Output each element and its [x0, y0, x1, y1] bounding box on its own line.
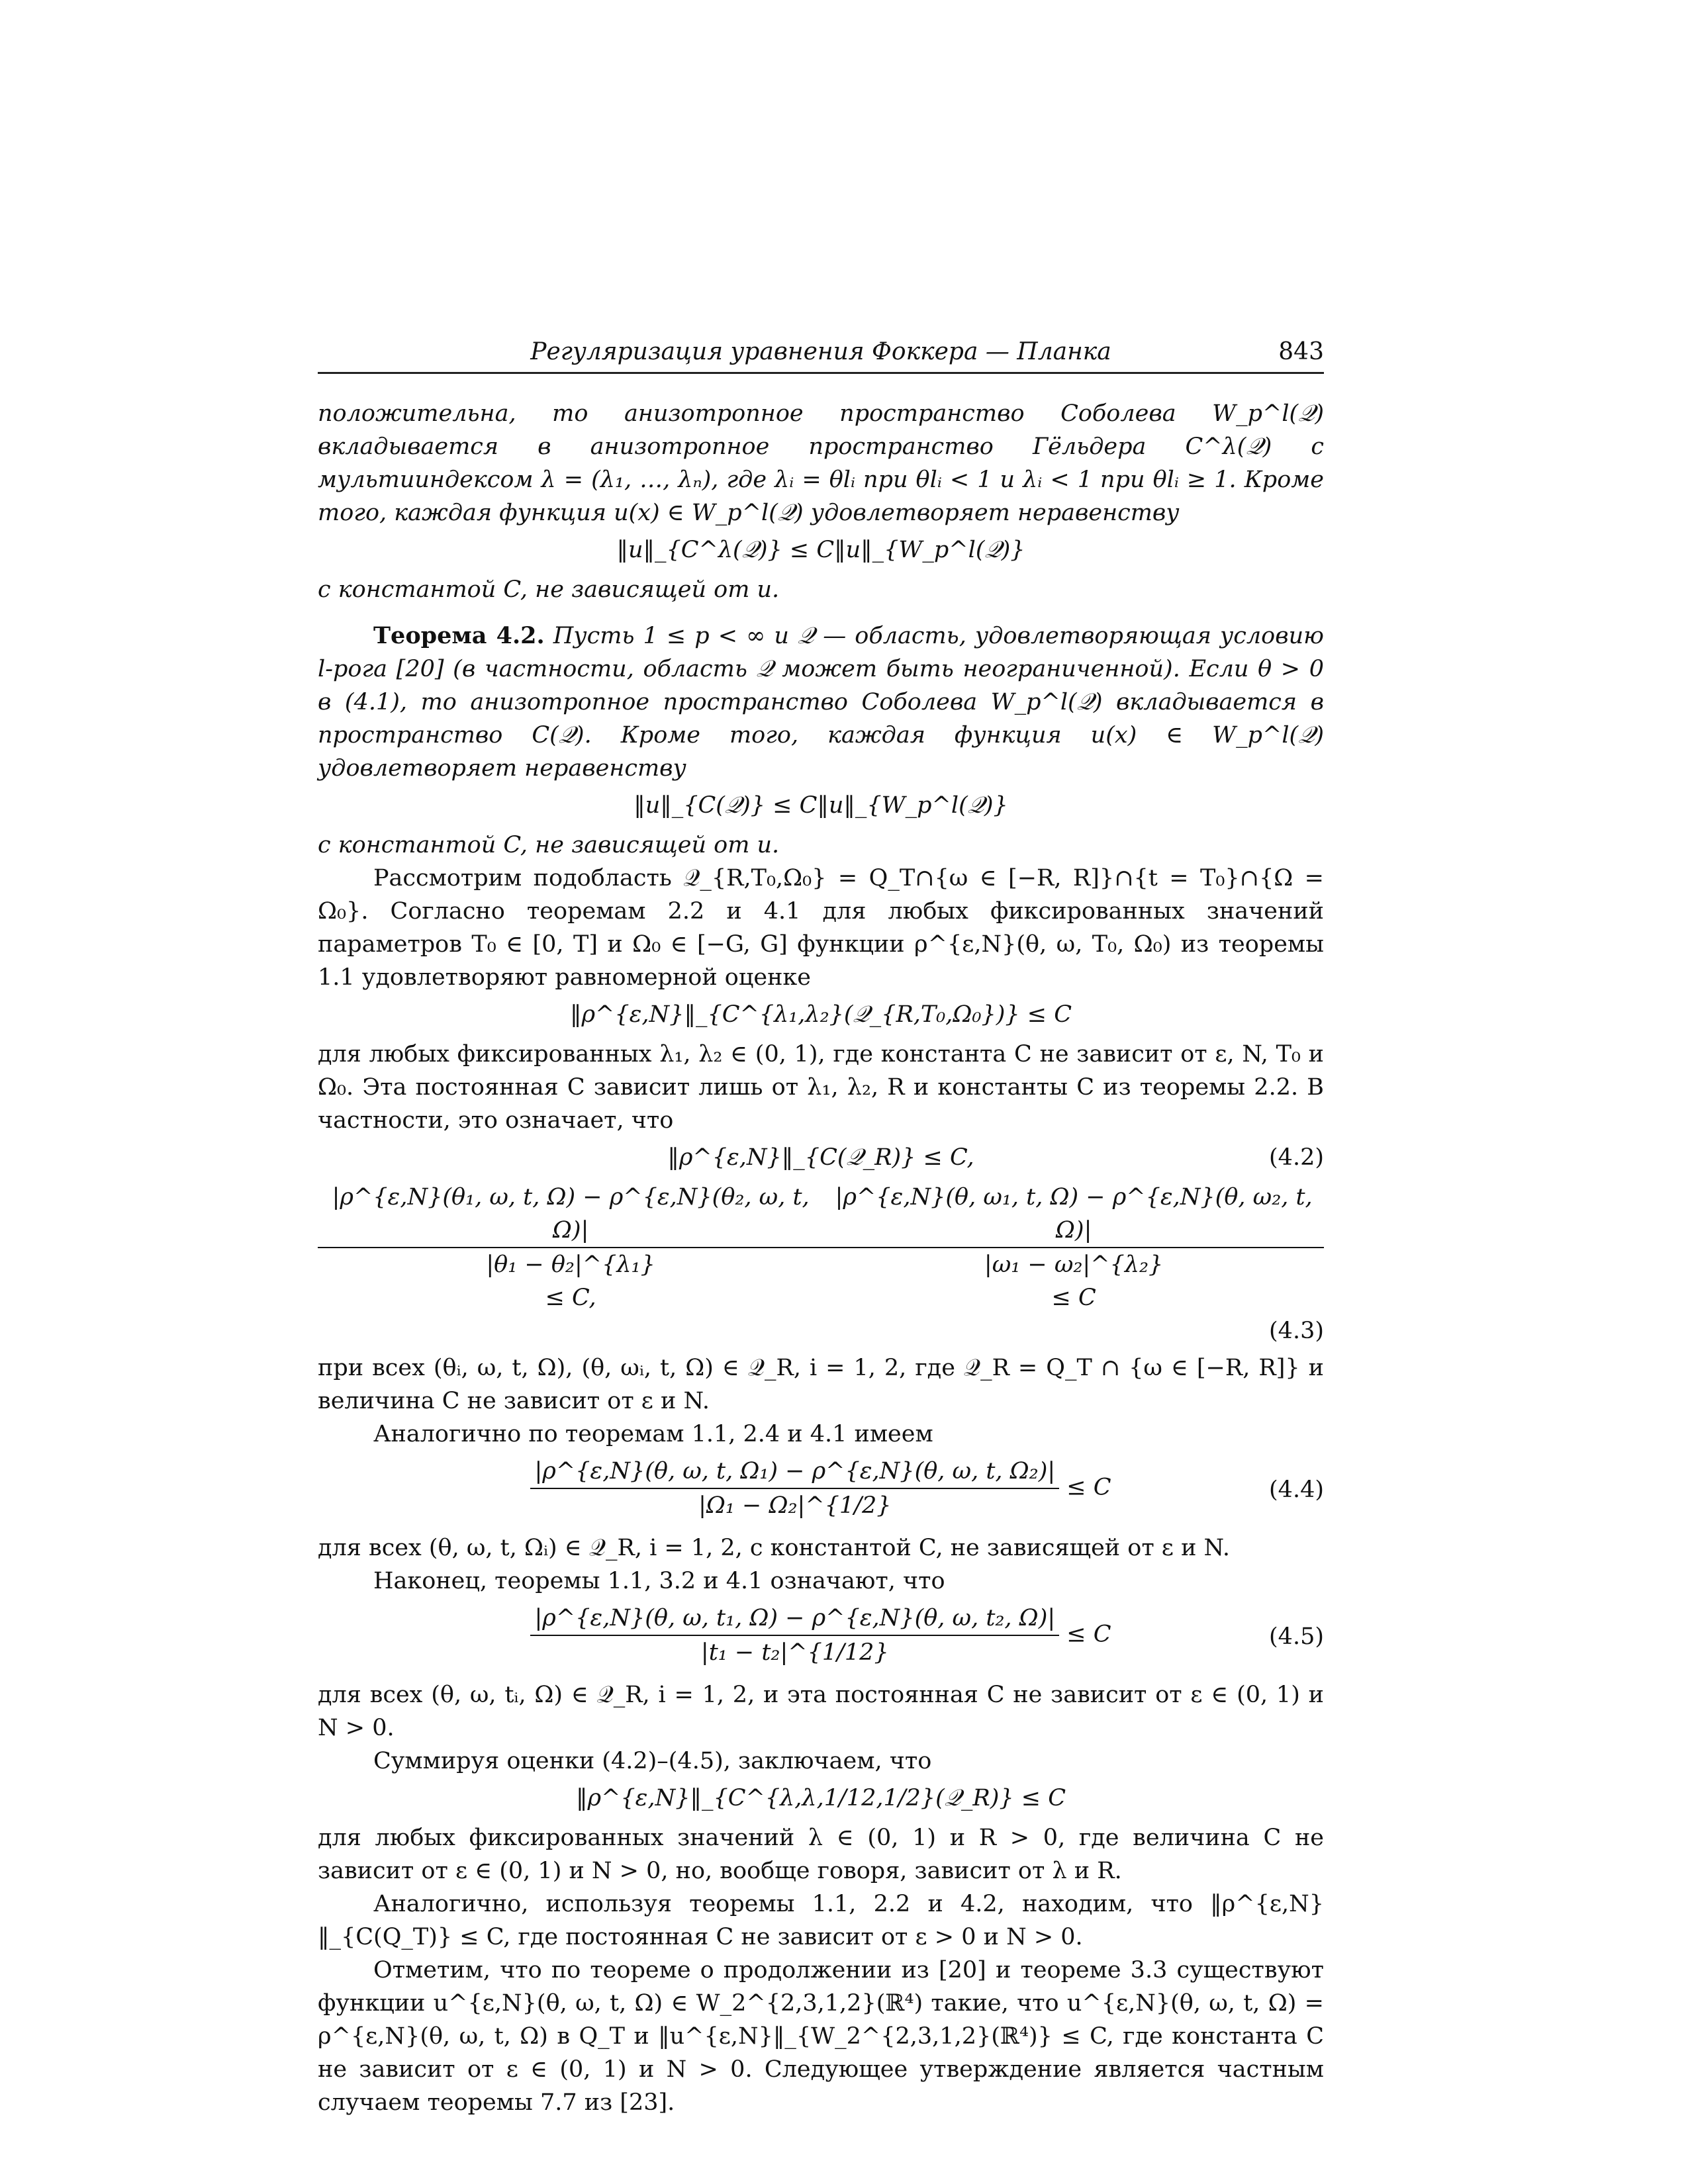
fraction-Omega-numerator: |ρ^{ε,N}(θ, ω, t, Ω₁) − ρ^{ε,N}(θ, ω, t, Ω₂)|	[530, 1455, 1059, 1489]
fraction-omega	[823, 1181, 1324, 1281]
equation-4-4	[318, 1455, 1324, 1527]
paragraph-12: для любых фиксированных значений λ ∈ (0, 1) и R > 0, где величина C не зависит от ε ∈ (0, 1) и N > 0, но, вообще говоря, зависит от λ и R.	[318, 1825, 1324, 1884]
equation-4-2-text: ‖ρ^{ε,N}‖_{C(𝒬_R)} ≤ C,	[667, 1144, 974, 1171]
fraction-time-denominator: |t₁ − t₂|^{1/12}	[700, 1639, 889, 1666]
equation-number-4-3: (4.3)	[1269, 1318, 1324, 1344]
equation-4-3	[318, 1181, 1324, 1347]
formula-continuous-embedding	[318, 789, 1324, 825]
paragraph-10: для всех (θ, ω, tᵢ, Ω) ∈ 𝒬_R, i = 1, 2, и эта постоянная C не зависит от ε ∈ (0, 1) и N > 0.	[318, 1682, 1324, 1741]
paragraph-11: Суммируя оценки (4.2)–(4.5), заключаем, что	[373, 1748, 932, 1774]
equation-4-3-right	[823, 1181, 1324, 1314]
paragraph-14: Отметим, что по теореме о продолжении из [20] и теореме 3.3 существуют функции u^{ε,N}(θ, ω, t, Ω) ∈ W_2^{2,3,1,2}(ℝ⁴) такие, что u^{ε,N}(θ, ω, t, Ω) = ρ^{ε,N}(θ, ω, t, Ω) в Q_T и ‖u^{ε,N}‖_{W_2^{2,3,1,2}(ℝ⁴)} ≤ C, где константа C не зависит от ε ∈ (0, 1) и N > 0. Следующее утверждение является частным случаем теоремы 7.7 из [23].	[318, 1957, 1324, 2116]
paragraph-13: Аналогично, используя теоремы 1.1, 2.2 и 4.2, находим, что ‖ρ^{ε,N}‖_{C(Q_T)} ≤ C, где постоянная C не зависит от ε > 0 и N > 0.	[318, 1891, 1324, 1950]
fraction-theta-numerator: |ρ^{ε,N}(θ₁, ω, t, Ω) − ρ^{ε,N}(θ₂, ω, t, Ω)|	[318, 1181, 823, 1248]
paragraph-6: при всех (θᵢ, ω, t, Ω), (θ, ωᵢ, t, Ω) ∈ 𝒬_R, i = 1, 2, где 𝒬_R = Q_T ∩ {ω ∈ [−R, R]} и величина C не зависит от ε и N.	[318, 1355, 1324, 1414]
page-body	[318, 397, 1324, 2119]
running-title: Регуляризация уравнения Фоккера — Планка	[530, 338, 1111, 365]
formula-holder-embedding	[318, 533, 1324, 569]
fraction-Omega-denominator: |Ω₁ − Ω₂|^{1/2}	[698, 1492, 892, 1519]
paragraph-3: с константой C, не зависящей от u.	[318, 832, 780, 858]
equation-4-3-pair	[318, 1181, 1324, 1314]
fraction-Omega	[530, 1455, 1059, 1522]
equation-number-4-5: (4.5)	[1269, 1623, 1324, 1650]
equation-4-5-body	[530, 1602, 1111, 1669]
fraction-omega-numerator: |ρ^{ε,N}(θ, ω₁, t, Ω) − ρ^{ε,N}(θ, ω₂, t, Ω)|	[823, 1181, 1324, 1248]
paragraph-9: Наконец, теоремы 1.1, 3.2 и 4.1 означают, что	[373, 1568, 945, 1594]
page-number: 843	[1278, 338, 1324, 365]
formula-uniform-text: ‖ρ^{ε,N}‖_{C^{λ₁,λ₂}(𝒬_{R,T₀,Ω₀})} ≤ C	[569, 1001, 1072, 1028]
paragraph-1: положительна, то анизотропное пространство Соболева W_p^l(𝒬) вкладывается в анизотропное пространство Гёльдера C^λ(𝒬) с мультииндексом λ = (λ₁, …, λₙ), где λᵢ = θlᵢ при θlᵢ < 1 и λᵢ < 1 при θlᵢ ≥ 1. Кроме того, каждая функция u(x) ∈ W_p^l(𝒬) удовлетворяет неравенству	[318, 400, 1324, 526]
equation-4-4-body	[530, 1455, 1111, 1522]
fraction-theta-denominator: |θ₁ − θ₂|^{λ₁}	[486, 1251, 655, 1278]
formula-continuous-text: ‖u‖_{C(𝒬)} ≤ C‖u‖_{W_p^l(𝒬)}	[633, 792, 1008, 819]
paragraph-4: Рассмотрим подобласть 𝒬_{R,T₀,Ω₀} = Q_T∩{ω ∈ [−R, R]}∩{t = T₀}∩{Ω = Ω₀}. Согласно теоремам 2.2 и 4.1 для любых фиксированных значений параметров T₀ ∈ [0, T] и Ω₀ ∈ [−G, G] функции ρ^{ε,N}(θ, ω, T₀, Ω₀) из теоремы 1.1 удовлетворяют равномерной оценке	[318, 865, 1324, 991]
fraction-time	[530, 1602, 1059, 1669]
theorem-body: Пусть 1 ≤ p < ∞ и 𝒬 — область, удовлетворяющая условию l-рога [20] (в частности, область 𝒬 может быть неограниченной). Если θ > 0 в (4.1), то анизотропное пространство Соболева W_p^l(𝒬) вкладывается в пространство C(𝒬). Кроме того, каждая функция u(x) ∈ W_p^l(𝒬) удовлетворяет неравенству	[318, 623, 1324, 782]
paragraph-7: Аналогично по теоремам 1.1, 2.4 и 4.1 имеем	[373, 1421, 933, 1447]
equation-4-3-left	[318, 1181, 823, 1314]
fraction-theta-rhs: ≤ C,	[545, 1285, 596, 1311]
fraction-omega-rhs: ≤ C	[1051, 1285, 1096, 1311]
equation-4-2	[318, 1141, 1324, 1177]
equation-number-4-4: (4.4)	[1269, 1477, 1324, 1503]
equation-number-4-2: (4.2)	[1269, 1144, 1324, 1171]
paragraph-2: с константой C, не зависящей от u.	[318, 576, 780, 603]
fraction-time-rhs: ≤ C	[1066, 1621, 1111, 1648]
formula-summary-text: ‖ρ^{ε,N}‖_{C^{λ,λ,1/12,1/2}(𝒬_R)} ≤ C	[576, 1785, 1066, 1811]
fraction-theta	[318, 1181, 823, 1281]
equation-4-5	[318, 1602, 1324, 1674]
paragraph-5: для любых фиксированных λ₁, λ₂ ∈ (0, 1), где константа C не зависит от ε, N, T₀ и Ω₀. Эта постоянная C зависит лишь от λ₁, λ₂, R и константы C из теоремы 2.2. В частности, это означает, что	[318, 1041, 1324, 1134]
formula-uniform-estimate	[318, 998, 1324, 1034]
theorem-heading: Теорема 4.2.	[373, 622, 545, 649]
fraction-Omega-rhs: ≤ C	[1066, 1474, 1111, 1501]
formula-holder-text: ‖u‖_{C^λ(𝒬)} ≤ C‖u‖_{W_p^l(𝒬)}	[616, 537, 1025, 563]
running-header	[318, 338, 1324, 374]
fraction-omega-denominator: |ω₁ − ω₂|^{λ₂}	[984, 1251, 1164, 1278]
fraction-time-numerator: |ρ^{ε,N}(θ, ω, t₁, Ω) − ρ^{ε,N}(θ, ω, t₂, Ω)|	[530, 1602, 1059, 1636]
formula-summary-estimate	[318, 1782, 1324, 1817]
equation-number-4-3-row	[318, 1314, 1324, 1347]
theorem-4-2	[318, 619, 1324, 785]
paragraph-8: для всех (θ, ω, t, Ωᵢ) ∈ 𝒬_R, i = 1, 2, с константой C, не зависящей от ε и N.	[318, 1535, 1231, 1561]
